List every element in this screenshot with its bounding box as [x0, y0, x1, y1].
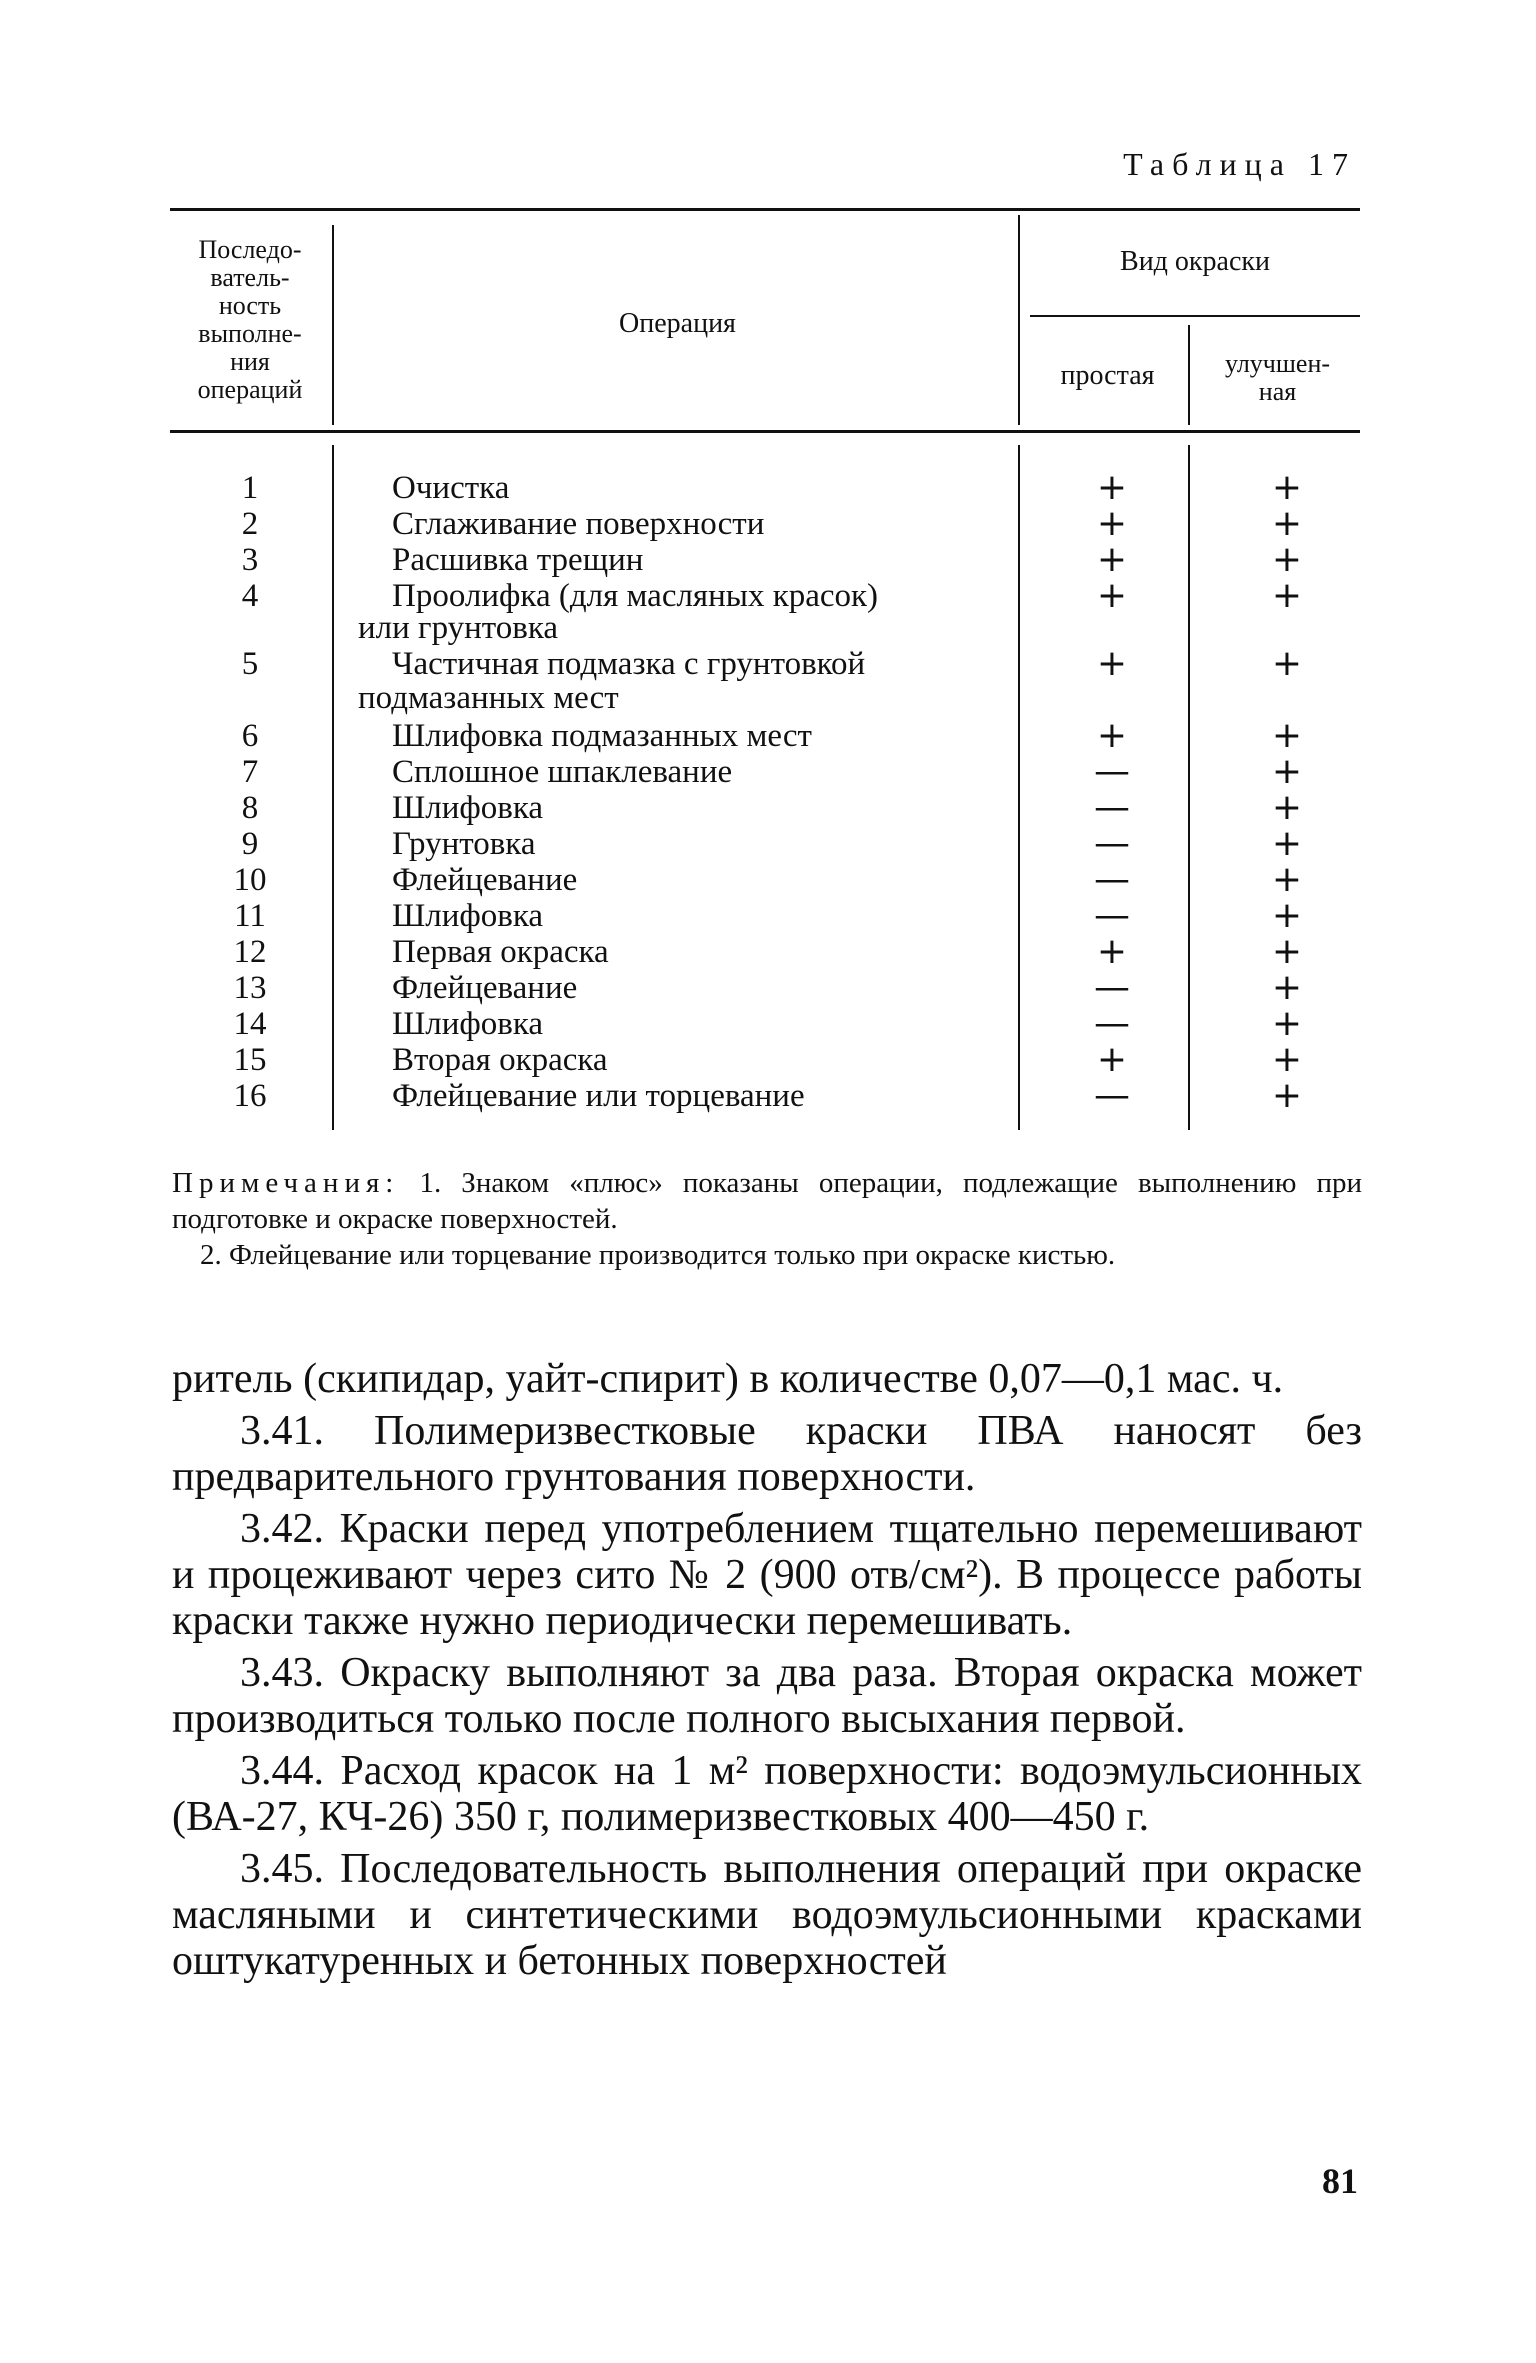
page-number: 81: [1322, 2161, 1358, 2201]
table-row: 16 Флейцевание или торцевание — +: [233, 1075, 1303, 1116]
table-row: 13 Флейцевание — +: [233, 967, 1303, 1008]
paragraph-3-43: 3.43. Окраску выполняют за два раза. Вторая окраска может производиться только после полного высыхания первой.: [172, 1650, 1362, 1742]
header-simple: простая: [1060, 360, 1155, 391]
table-row: 12 Первая окраска + +: [233, 931, 1303, 972]
header-improved: улучшен- ная: [1224, 349, 1331, 406]
header-operation: Операция: [619, 308, 736, 339]
table-row: 11 Шлифовка — +: [234, 895, 1303, 936]
table-row: 2 Сглаживание поверхности + +: [241, 503, 1303, 544]
note-2: 2. Флейцевание или торцевание производится только при окраске кистью.: [200, 1239, 1116, 1271]
col-divider-1: [332, 225, 334, 425]
table-row: 8 Шлифовка — +: [241, 787, 1303, 828]
table-row: 14 Шлифовка — +: [233, 1003, 1303, 1044]
note-1: Примечания: 1. Знаком «плюс» показаны операции, подлежащие выполнению при подготовке и окраске поверхностей.: [172, 1167, 1362, 1235]
table-row: 7 Сплошное шпаклевание — +: [241, 751, 1303, 792]
table-notes: [172, 1165, 1362, 1273]
paragraph-3-41: 3.41. Полимеризвестковые краски ПВА наносят без предварительного грунтования поверхности.: [172, 1408, 1362, 1500]
table-row: 6 Шлифовка подмазанных мест + +: [241, 715, 1303, 756]
header-seq: Последо- ватель- ность выполне- ния операций: [197, 235, 303, 404]
table-row: 3 Расшивка трещин + +: [241, 539, 1303, 580]
paragraph-3-42: 3.42. Краски перед употреблением тщательно перемешивают и процеживают через сито № 2 (900 отв/см²). В процессе работы краски также нужно периодически перемешивать.: [172, 1506, 1362, 1644]
paragraph-3-44: 3.44. Расход красок на 1 м² поверхности: водоэмульсионных (ВА-27, КЧ-26) 350 г, полимеризвестковых 400—450 г.: [172, 1748, 1362, 1840]
header-bottom-rule: [170, 430, 1360, 433]
paragraph-3-45: 3.45. Последовательность выполнения операций при окраске масляными и синтетическими водоэмульсионными красками оштукатуренных и бетонных поверхностей: [172, 1846, 1362, 1984]
notes-label: Примечания:: [172, 1167, 400, 1199]
table-top-rule: [170, 208, 1360, 211]
col-divider-3: [1188, 325, 1190, 425]
type-subheader-rule: [1030, 315, 1360, 317]
col-divider-2: [1018, 215, 1020, 425]
table-row: 1 Очистка + +: [241, 467, 1303, 508]
table-row: 5 Частичная подмазка с грунтовкой + +: [241, 643, 1303, 684]
table-row: 10 Флейцевание — +: [233, 859, 1303, 900]
paragraph-continuation: ритель (скипидар, уайт-спирит) в количестве 0,07—0,1 мас. ч.: [172, 1356, 1284, 1402]
header-paint-type: Вид окраски: [1120, 246, 1270, 277]
table-row: 9 Грунтовка — +: [241, 823, 1303, 864]
table-row-continuation: или грунтовка: [358, 610, 559, 646]
body-text: [172, 1356, 1362, 1990]
table-row-continuation: подмазанных мест: [358, 680, 619, 716]
table-label: Таблица 17: [1123, 146, 1356, 182]
table-row: 15 Вторая окраска + +: [233, 1039, 1303, 1080]
table-row: 4 Проолифка (для масляных красок) + +: [241, 575, 1303, 616]
